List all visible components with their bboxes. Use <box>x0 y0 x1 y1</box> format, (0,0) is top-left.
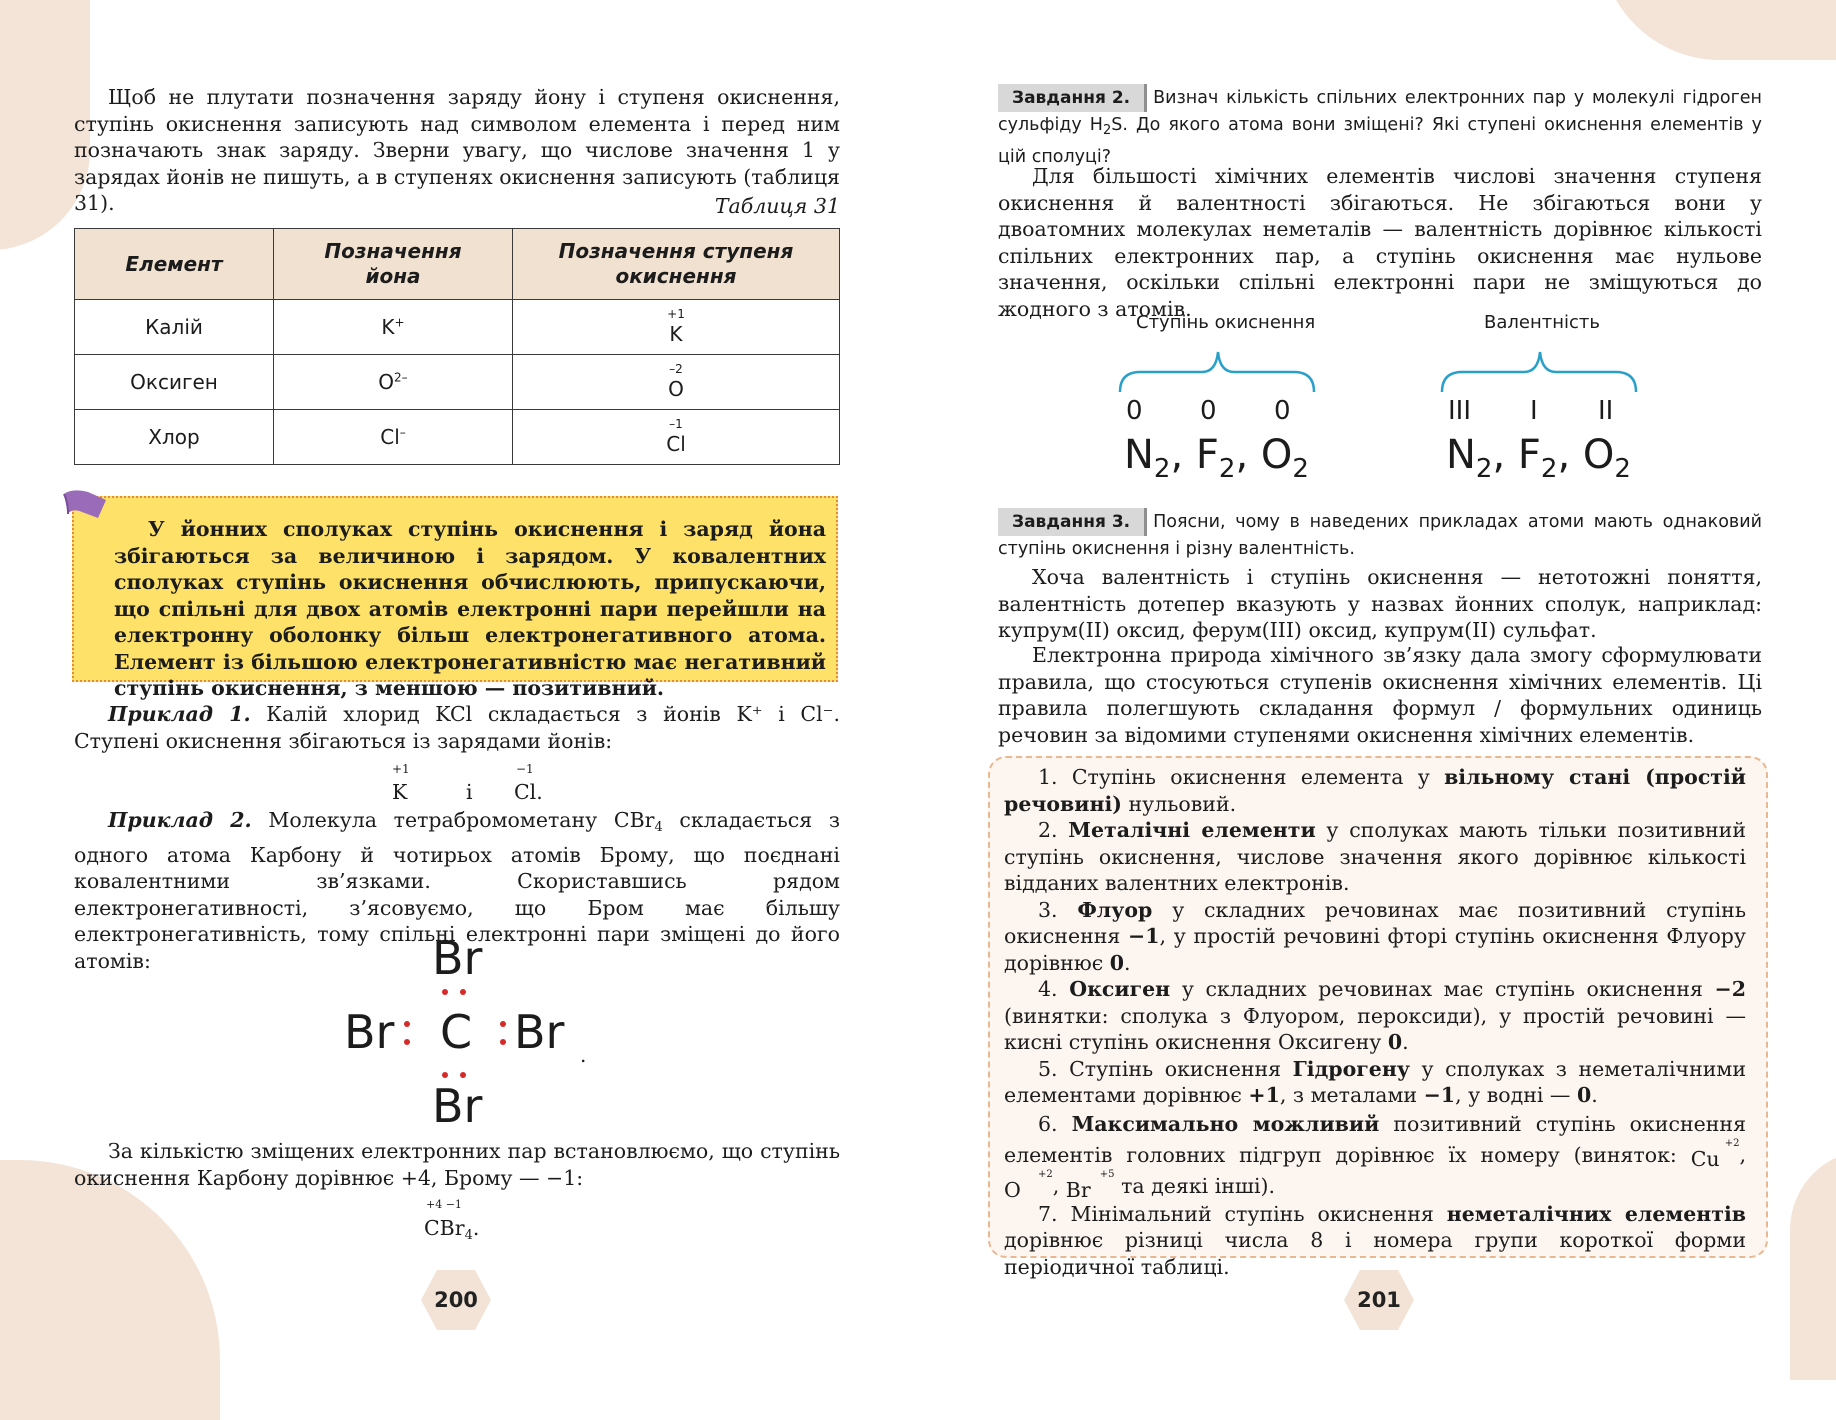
example1-text: Калій хлорид KCl складається з йонів K⁺ і Cl⁻. Ступені окиснення збігаються із зарядами йонів: <box>74 702 840 753</box>
molecule-sep: , <box>1557 432 1571 478</box>
example1-paragraph <box>74 701 840 754</box>
ox-symbol: K <box>669 322 683 346</box>
brace-right-icon <box>1440 350 1638 394</box>
k-symbol: K <box>392 780 408 804</box>
molecule-sub: 2 <box>1540 454 1558 484</box>
electron-dot <box>460 1072 466 1078</box>
cell-element: Оксиген <box>75 355 274 410</box>
conclusion-paragraph: За кількістю зміщених електронних пар встановлюємо, що ступінь окиснення Карбону дорівнює +4, Брому — −1: <box>74 1139 840 1190</box>
molecule-sub: 2 <box>1614 454 1631 484</box>
molecule-sep: , <box>1170 432 1184 478</box>
table-header-ion-label: Позначення йона <box>324 239 462 288</box>
molecule-symbol: O <box>1582 432 1615 478</box>
table-row <box>75 355 840 410</box>
task3-label: Завдання 3. <box>998 508 1147 536</box>
cl-symbol: Cl. <box>514 780 543 804</box>
molecule-symbol: F <box>1517 432 1541 478</box>
molecule-sub: 2 <box>1475 454 1493 484</box>
ox-value: +1 <box>667 307 685 321</box>
electron-dot <box>500 1021 506 1027</box>
page-number-right-label: 201 <box>1357 1288 1401 1312</box>
ion-symbol: K <box>381 315 395 339</box>
rule-1: 1. Ступінь окиснення елемента у вільному стані (простій речовині) нульовий. <box>1004 765 1747 816</box>
cell-element: Калій <box>75 300 274 355</box>
molecules-left <box>1124 432 1309 484</box>
rule-4: 4. Оксиген у складних речовинах має ступінь окиснення −2 (винятки: сполука з Флуором, пероксиди), у простій речовині — кисні ступінь окиснення Оксигену 0. <box>1004 977 1746 1054</box>
molecule-sub: 2 <box>1218 454 1236 484</box>
task2-paragraph <box>998 84 1762 170</box>
cell-oxidation <box>513 300 840 355</box>
rule-6: 6. Максимально можливий позитивний ступінь окиснення елементів головних підгруп дорівнює їх номеру (виняток: +2 Cu , +2 O , +5 Br та деякі інші). <box>1004 1111 1747 1202</box>
electron-dot <box>500 1039 506 1045</box>
table-header-ion <box>274 229 513 300</box>
cell-element: Хлор <box>75 410 274 465</box>
molecule-sep: , <box>1492 432 1506 478</box>
rule-2: 2. Металічні елементи у сполуках мають тільки позитивний ступінь окиснення, числове значення якого дорівнює кількості відданих валентних електронів. <box>1004 818 1746 895</box>
cbr4-end: . <box>472 1216 480 1240</box>
ion-symbol: O <box>378 370 395 394</box>
table-row <box>75 300 840 355</box>
decor-top-right <box>1600 0 1836 60</box>
molecule-symbol: N <box>1124 432 1154 478</box>
ion-charge: 2– <box>394 370 408 385</box>
key-note-box <box>72 496 838 700</box>
lewis-bottom-br: Br <box>432 1079 483 1133</box>
cell-ion <box>274 300 513 355</box>
ox-symbol: Cl <box>666 432 686 456</box>
bookmark-ribbon-icon <box>62 488 108 522</box>
molecules-right <box>1446 432 1631 484</box>
lewis-right-br: Br <box>514 1005 565 1059</box>
lewis-left-br: Br <box>344 1005 395 1059</box>
diagram-val-title: Валентність <box>1484 312 1600 333</box>
rules-box <box>988 756 1768 1279</box>
ion-charge: + <box>394 315 405 330</box>
val-value-o2: II <box>1598 396 1614 426</box>
and-word: і <box>466 780 473 804</box>
right-paragraph-1: Для більшості хімічних елементів числові значення ступеня окиснення й валентності збігаються. Не збігаються вони у двоатомних молекулах неметалів — валентність дорівнює кількості спільних електронних пар, а ступінь окиснення має нульове значення, оскільки спільні електронні пари не зміщуються до жодного з атомів. <box>998 164 1762 321</box>
table-header-element: Елемент <box>75 229 274 300</box>
oxidation-table <box>74 228 840 465</box>
cell-ion <box>274 410 513 465</box>
electron-dot <box>460 989 466 995</box>
cell-oxidation <box>513 410 840 465</box>
example2-sub: 4 <box>654 820 663 835</box>
decor-right-edge <box>1790 1150 1836 1380</box>
task2-text-a: Визнач кількість спільних електронних пар у молекулі гідроген сульфіду H <box>998 88 1762 135</box>
table-header-oxidation-label: Позначення ступеня окиснення <box>558 239 794 288</box>
molecule-sub: 2 <box>1153 454 1171 484</box>
brace-left-icon <box>1118 350 1316 394</box>
electron-dot <box>442 1072 448 1078</box>
page-number-right <box>1342 1268 1416 1332</box>
ox-value: –2 <box>669 362 683 376</box>
cbr4-symbol: CBr <box>424 1216 465 1240</box>
task2-sub: 2 <box>1102 123 1112 138</box>
electron-dot <box>404 1021 410 1027</box>
page-number-left-label: 200 <box>434 1288 478 1312</box>
task2-label: Завдання 2. <box>998 84 1147 112</box>
example1-label: Приклад 1. <box>108 702 251 726</box>
task3-text: Поясни, чому в наведених прикладах атоми мають однаковий ступінь окиснення і різну валентність. <box>998 512 1762 559</box>
cbr4-ox-values: +4 −1 <box>426 1198 462 1211</box>
cbr4-text <box>424 1216 479 1243</box>
ox-value-f2: 0 <box>1200 396 1217 426</box>
lewis-structure <box>330 931 610 1135</box>
diagram-ox-title: Ступінь окиснення <box>1136 312 1316 333</box>
example2-label: Приклад 2. <box>108 808 252 832</box>
example2-text-b: складається з одного атома Карбону й чотирьох атомів Брому, що поєднані ковалентними зв’язками. Скориставшись рядом електронегативності, з’ясовуємо, що Бром має більшу електронегативність, тому спільні електронні пари зміщені до його атомів: <box>74 808 841 973</box>
cbr4-formula <box>424 1198 524 1248</box>
electron-dot <box>404 1039 410 1045</box>
cell-oxidation <box>513 355 840 410</box>
page-number-left <box>419 1268 493 1332</box>
molecule-symbol: N <box>1446 432 1476 478</box>
task3-paragraph <box>998 508 1762 562</box>
val-value-f2: I <box>1530 396 1538 426</box>
ion-charge: – <box>399 425 406 440</box>
decor-bottom-left <box>0 1160 220 1420</box>
rule-7: 7. Мінімальний ступінь окиснення неметалічних елементів дорівнює різниці числа 8 і номера групи короткої форми періодичної таблиці. <box>1004 1201 1747 1279</box>
key-note-text: У йонних сполуках ступінь окиснення і заряд йона збігаються за величиною і зарядом. У ковалентних сполуках ступінь окиснення обчислюють, припускаючи, що спільні для двох атомів електронні пари перейшли на електронну оболонку більш електронегативного атома. Елемент із більшою електронегативністю має негативний ступінь окиснення, з меншою — позитивний. <box>114 517 826 700</box>
cell-ion <box>274 355 513 410</box>
table-header-oxidation <box>513 229 840 300</box>
ox-value-n2: 0 <box>1126 396 1143 426</box>
k-ox-value: +1 <box>392 762 410 776</box>
table-caption: Таблиця 31 <box>714 194 840 218</box>
ox-symbol: O <box>668 377 684 401</box>
right-paragraph-2: Хоча валентність і ступінь окиснення — нетотожні поняття, валентність дотепер вказують у назвах йонних сполук, наприклад: купрум(II) оксид, ферум(III) оксид, купрум(II) сульфат. <box>998 565 1762 642</box>
molecule-symbol: F <box>1195 432 1219 478</box>
val-value-n2: III <box>1448 396 1472 426</box>
cbr4-sub: 4 <box>464 1228 473 1243</box>
rule-3: 3. Флуор у складних речовинах має позитивний ступінь окиснення −1, у простій речовині фторі ступінь окиснення Флуору дорівнює 0. <box>1004 897 1746 975</box>
ion-symbol: Cl <box>380 425 400 449</box>
electron-dot <box>442 989 448 995</box>
molecule-symbol: O <box>1260 432 1293 478</box>
cl-ox-value: −1 <box>516 762 534 776</box>
rules-list <box>1004 764 1746 1280</box>
right-paragraph-3: Електронна природа хімічного зв’язку дала змогу сформулювати правила, що стосуються ступенів окиснення хімічних елементів. Ці правила полегшують складання формул / формульних одиниць речовин за відомими ступенями окиснення хімічних елементів. <box>998 643 1762 747</box>
example1-formula <box>390 762 550 812</box>
rule-5: 5. Ступінь окиснення Гідрогену у сполуках з неметалічними елементами дорівнює +1, з металами −1, у водні — 0. <box>1004 1056 1746 1107</box>
lewis-center-c: C <box>440 1005 473 1059</box>
lewis-period: . <box>580 1043 587 1067</box>
lewis-top-br: Br <box>432 931 483 985</box>
example2-text-a: Молекула тетрабромометану CBr <box>251 808 655 832</box>
task2-text-b: S. До якого атома вони зміщені? Які ступені окиснення елементів у цій сполуці? <box>998 115 1762 167</box>
ox-value: –1 <box>669 417 683 431</box>
intro-paragraph: Щоб не плутати позначення заряду йону і ступеня окиснення, ступінь окиснення записують над символом елемента і перед ним позначають знак заряду. Зверни увагу, що числове значення 1 у зарядах йонів не пишуть, а в ступенях окиснення записують (таблиця 31). <box>74 85 840 215</box>
table-row <box>75 410 840 465</box>
ox-value-o2: 0 <box>1274 396 1291 426</box>
molecule-sep: , <box>1235 432 1249 478</box>
molecule-sub: 2 <box>1292 454 1309 484</box>
